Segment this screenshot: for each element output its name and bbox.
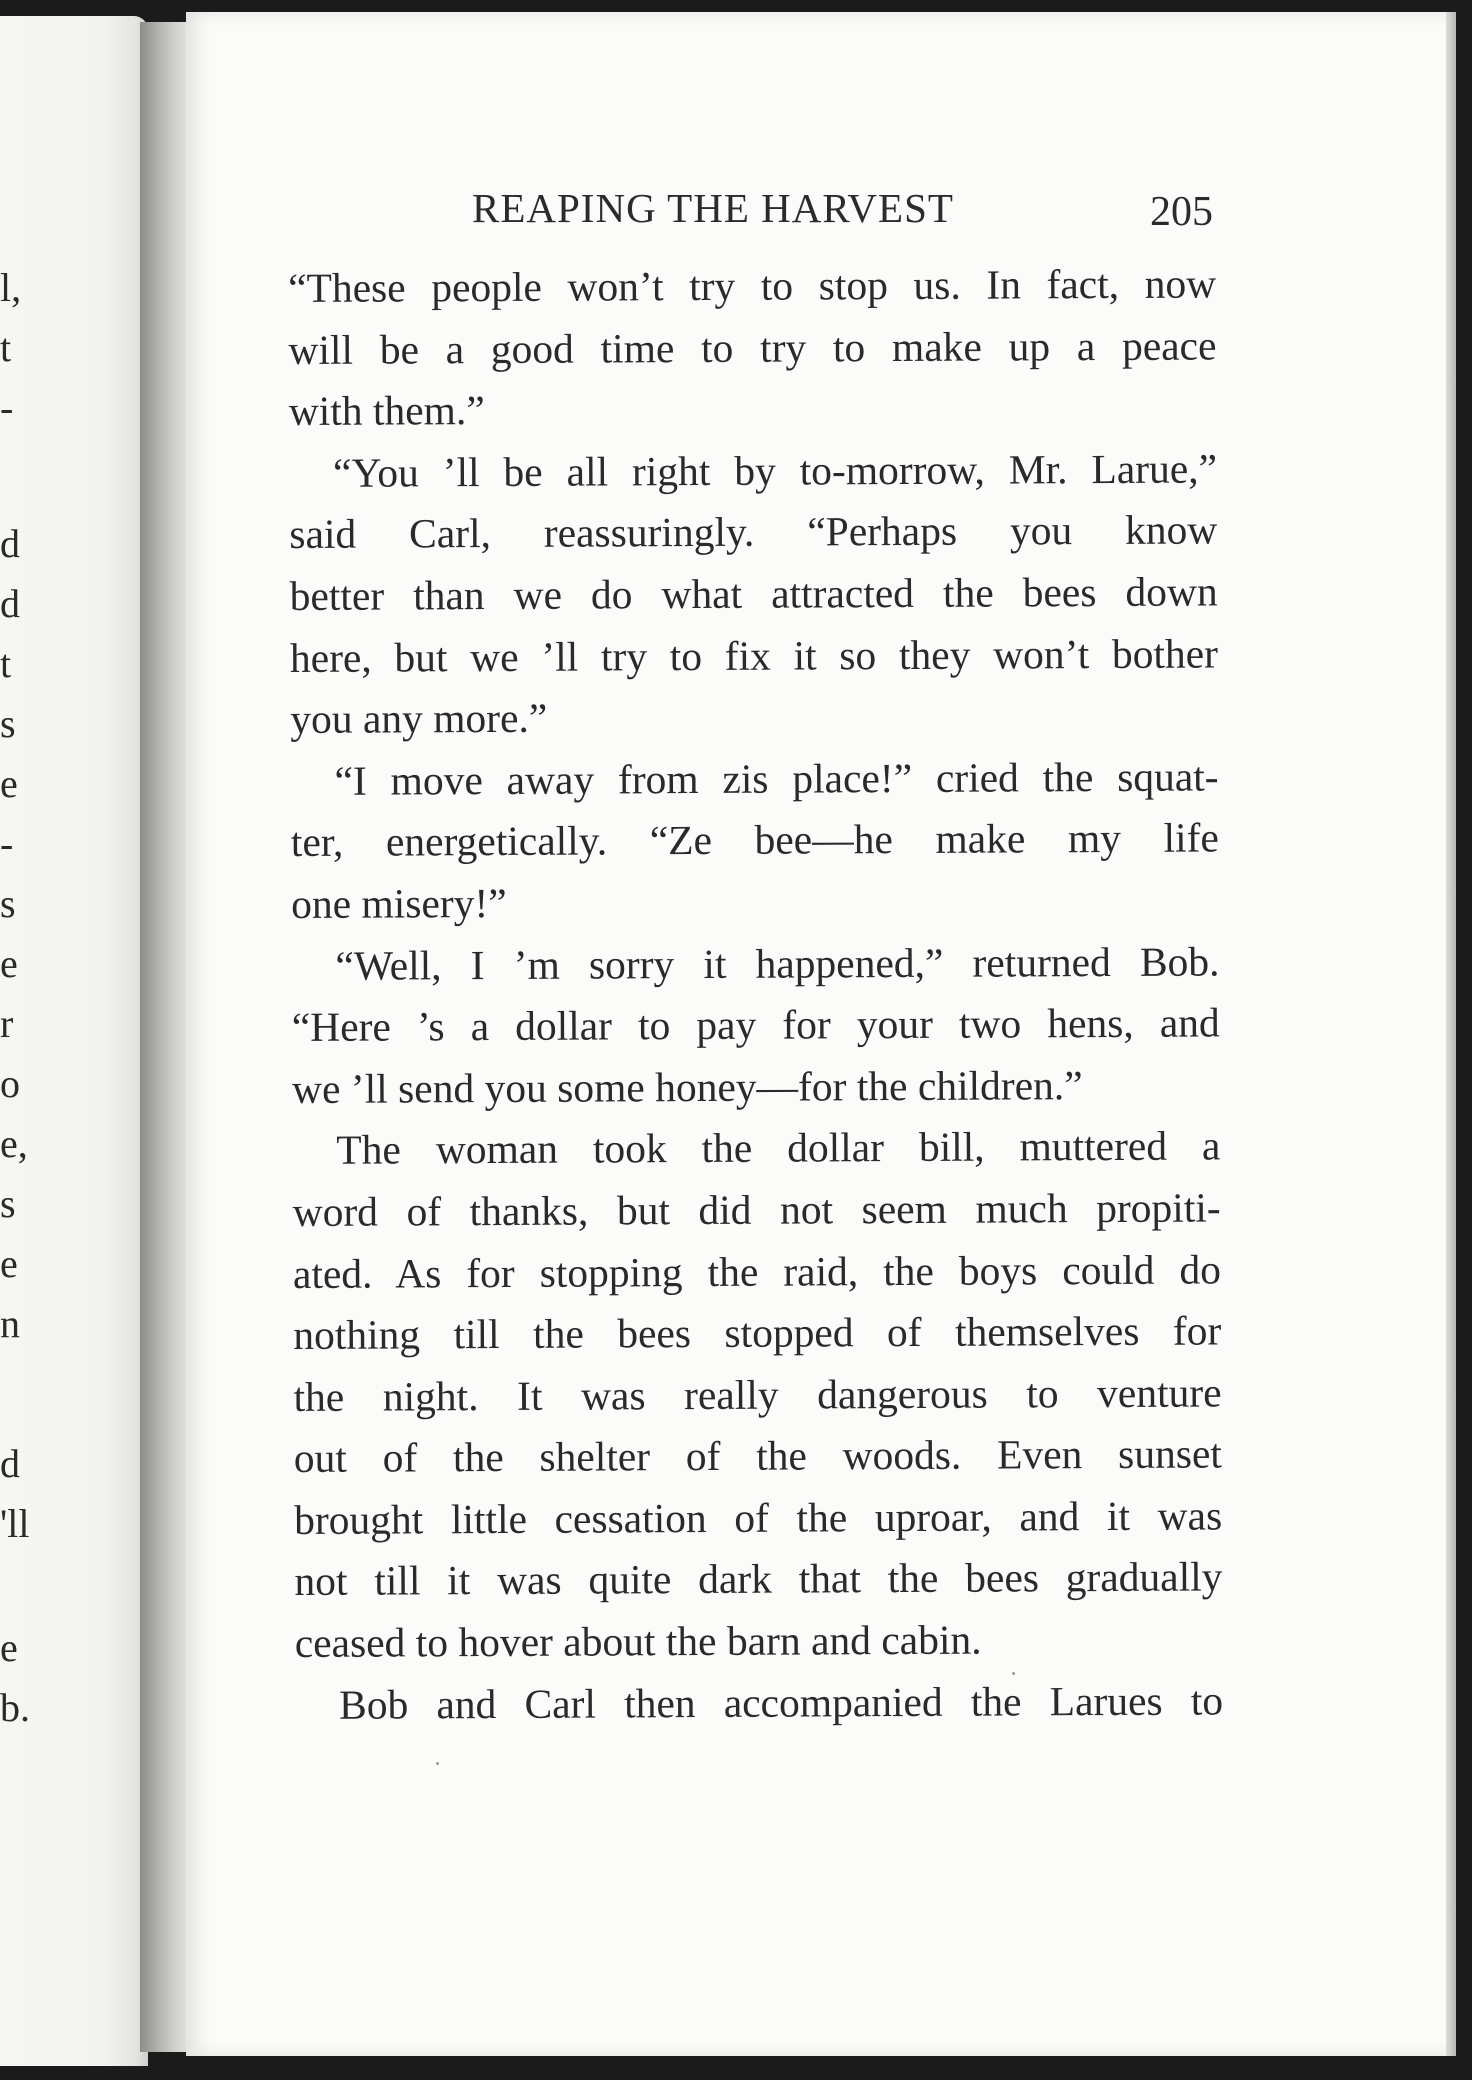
left-page-line: s [0, 1181, 16, 1226]
left-page-line: 'll [0, 1501, 30, 1546]
left-page-line: d [0, 521, 20, 566]
left-page-line: e [0, 1241, 18, 1286]
left-page-line: o [0, 1061, 20, 1106]
text-line: nothing till the bees stopped of themselves for [293, 1307, 1222, 1359]
text-line: “Here ’s a dollar to pay for your two hens, and [291, 999, 1220, 1051]
paragraph [289, 438, 1218, 751]
left-page-line: b. [0, 1685, 30, 1730]
running-head: REAPING THE HARVEST [472, 185, 954, 231]
text-line: Bob and Carl then accompanied the Larues to [338, 1677, 1224, 1728]
text-line: the night. It was really dangerous to venture [293, 1369, 1222, 1420]
body-text [288, 253, 1223, 1736]
text-line: “Well, I ’m sorry it happened,” returned Bob. [335, 937, 1220, 989]
text-line: ated. As for stopping the raid, the boys could do [292, 1245, 1222, 1297]
left-page-line: s [0, 881, 16, 926]
paper-speck [436, 1762, 439, 1765]
left-page-line: d [0, 1441, 20, 1486]
previous-page-fragment [0, 16, 148, 2066]
page-number: 205 [1150, 189, 1213, 235]
left-page-line: - [0, 385, 14, 430]
left-page-line: s [0, 701, 16, 746]
text-line: you any more.” [290, 694, 548, 743]
paragraph [290, 746, 1219, 935]
text-line: word of thanks, but did not seem much propiti- [292, 1184, 1221, 1235]
left-page-line: t [0, 325, 12, 370]
text-line: we ’ll send you some honey—for the children.” [291, 1061, 1083, 1112]
paragraph [295, 1670, 1223, 1736]
text-line: one misery!” [291, 879, 507, 927]
text-line: here, but we ’ll try to fix it so they won’t bother [289, 630, 1219, 681]
text-line: better than we do what attracted the bees down [289, 568, 1218, 619]
text-line: ceased to hover about the barn and cabin. [294, 1616, 982, 1667]
text-line: will be a good time to try to make up a peace [288, 322, 1217, 373]
page-edge [1446, 12, 1456, 2056]
text-line: out of the shelter of the woods. Even sunset [293, 1430, 1222, 1482]
text-line: not till it was quite dark that the bees gradually [294, 1553, 1223, 1605]
text-line: with them.” [288, 387, 485, 435]
text-line: The woman took the dollar bill, muttered a [336, 1122, 1221, 1174]
paragraph [288, 253, 1217, 442]
left-page-line: t [0, 641, 12, 686]
text-line: ter, energetically. “Ze bee—he make my life [290, 814, 1219, 866]
left-page-line: e, [0, 1121, 28, 1166]
left-page-line: r [0, 1001, 14, 1046]
left-page-line: e [0, 761, 18, 806]
text-line: brought little cessation of the uproar, and it was [294, 1492, 1223, 1543]
text-line: “I move away from zis place!” cried the squat- [334, 753, 1219, 804]
paragraph [292, 1116, 1223, 1675]
left-page-line: e [0, 1625, 18, 1670]
left-page-line: n [0, 1301, 20, 1346]
left-page-line: e [0, 941, 18, 986]
text-line: “These people won’t try to stop us. In fact, now [288, 260, 1217, 311]
text-line: “You ’ll be all right by to-morrow, Mr. Larue,” [332, 445, 1218, 496]
paragraph [291, 931, 1220, 1120]
left-page-line: d [0, 581, 20, 626]
left-page-line: l, [0, 265, 22, 310]
text-line: said Carl, reassuringly. “Perhaps you know [289, 506, 1218, 558]
left-page-line: - [0, 821, 14, 866]
